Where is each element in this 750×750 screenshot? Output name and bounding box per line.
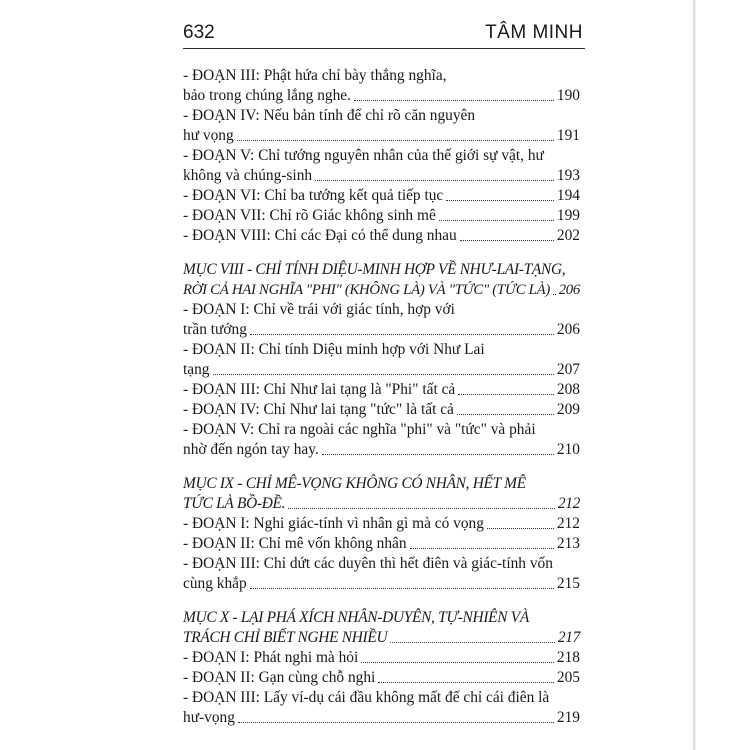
toc-page-number: 199 <box>556 207 580 224</box>
section-heading-text: RỜI CẢ HAI NGHĨA "PHI" (KHÔNG LÀ) VÀ "TỨC" (TỨC LÀ) <box>183 282 550 298</box>
toc-entry-leader-line <box>183 400 580 420</box>
toc-entry-leader-line <box>183 514 580 534</box>
dot-leader <box>213 360 554 375</box>
section-heading-text: TỨC LÀ BỒ-ĐỀ. <box>183 495 286 512</box>
section-heading-line: MỤC IX - CHỈ MÊ-VỌNG KHÔNG CÓ NHÂN, HẾT MÊ <box>183 475 526 492</box>
toc-entry-leader-line <box>183 86 580 106</box>
toc-page-number: 217 <box>557 629 580 646</box>
dot-leader <box>390 628 555 643</box>
toc-entry-text: - ĐOẠN VI: Chỉ ba tướng kết quả tiếp tục <box>183 187 444 204</box>
toc-page-number: 193 <box>556 167 580 184</box>
dot-leader <box>288 494 555 509</box>
toc-entry-leader-line <box>183 360 580 380</box>
toc-entry-leader-line <box>183 126 580 146</box>
toc-entry-line: - ĐOẠN III: Chỉ dứt các duyên thì hết điên và giác-tính vốn <box>183 555 553 572</box>
toc-entry-line: - ĐOẠN V: Chỉ tướng nguyên nhân của thế giới sự vật, hư <box>183 147 544 164</box>
toc-page-number: 190 <box>556 87 580 104</box>
toc-entry-text: - ĐOẠN II: Chỉ mê vốn không nhân <box>183 535 407 552</box>
dot-leader <box>361 648 554 663</box>
section-heading-line: MỤC X - LẠI PHÁ XÍCH NHÂN-DUYÊN, TỰ-NHIÊN VÀ <box>183 609 529 626</box>
toc-page-number: 212 <box>557 495 580 512</box>
toc-section <box>183 608 580 728</box>
dot-leader <box>238 708 554 723</box>
toc-page-number: 215 <box>556 575 580 592</box>
toc-entry-leader-line <box>183 534 580 554</box>
toc-entry-line: - ĐOẠN IV: Nếu bản tính để chỉ rõ căn nguyên <box>183 107 476 124</box>
toc-page-number: 213 <box>556 535 580 552</box>
toc-page-number: 206 <box>556 321 580 338</box>
toc-page-number: 218 <box>556 649 580 666</box>
page-edge-shadow <box>693 0 696 750</box>
table-of-contents <box>183 66 580 728</box>
toc-page-number: 210 <box>556 441 580 458</box>
toc-entry-text: không và chúng-sinh <box>183 167 313 184</box>
toc-entry-text: cùng khắp <box>183 575 247 592</box>
toc-entry-line: - ĐOẠN I: Chỉ về trái với giác tính, hợp với <box>183 301 455 318</box>
dot-leader <box>446 186 554 201</box>
toc-entry-text: - ĐOẠN II: Gạn cùng chỗ nghi <box>183 669 376 686</box>
toc-entry-text: - ĐOẠN VIII: Chỉ các Đại có thể dung nhau <box>183 227 457 244</box>
toc-entry-line: - ĐOẠN V: Chỉ ra ngoài các nghĩa "phi" và "tức" và phải <box>183 421 536 438</box>
toc-entry-leader-line <box>183 668 580 688</box>
toc-page-number: 194 <box>556 187 580 204</box>
toc-entry-leader-line <box>183 206 580 226</box>
page-number: 632 <box>183 22 215 43</box>
dot-leader <box>439 206 554 221</box>
dot-leader <box>460 226 554 241</box>
toc-entry-leader-line <box>183 166 580 186</box>
toc-entry-line: - ĐOẠN III: Phật hứa chỉ bày thắng nghĩa, <box>183 67 447 84</box>
toc-page-number: 209 <box>556 401 580 418</box>
dot-leader <box>457 400 554 415</box>
toc-entry-text: - ĐOẠN I: Nghi giác-tính vì nhân gì mà có vọng <box>183 515 484 532</box>
toc-entry-text: hư-vọng <box>183 709 235 726</box>
section-heading-leader-line <box>183 494 580 514</box>
section-heading-text: TRÁCH CHỈ BIẾT NGHE NHIỀU <box>183 629 388 646</box>
toc-entry-leader-line <box>183 708 580 728</box>
toc-entry-text: bảo trong chúng lắng nghe. <box>183 87 351 104</box>
section-heading-leader-line <box>183 628 580 648</box>
toc-entry-leader-line <box>183 380 580 400</box>
toc-entry-text: - ĐOẠN III: Chỉ Như lai tạng là "Phi" tất cả <box>183 381 456 398</box>
toc-section <box>183 474 580 594</box>
toc-entry-text: - ĐOẠN IV: Chỉ Như lai tạng "tức" là tất cả <box>183 401 454 418</box>
toc-entry-leader-line <box>183 648 580 668</box>
toc-page-number: 212 <box>556 515 580 532</box>
toc-page-number: 219 <box>556 709 580 726</box>
toc-page-number: 206 <box>558 282 580 298</box>
dot-leader <box>237 126 554 141</box>
header-rule <box>183 48 585 49</box>
toc-entry-line: - ĐOẠN III: Lấy ví-dụ cái đầu không mất để chỉ cái điên là <box>183 689 550 706</box>
toc-entry-leader-line <box>183 320 580 340</box>
running-header <box>183 18 583 48</box>
dot-leader <box>410 534 554 549</box>
dot-leader <box>354 86 554 101</box>
toc-group <box>183 66 580 246</box>
toc-entry-leader-line <box>183 186 580 206</box>
dot-leader <box>553 280 556 295</box>
toc-entry-leader-line <box>183 440 580 460</box>
toc-page-number: 207 <box>556 361 580 378</box>
toc-page-number: 191 <box>556 127 580 144</box>
toc-entry-leader-line <box>183 226 580 246</box>
section-heading-leader-line <box>183 280 580 300</box>
author-name: TÂM MINH <box>485 22 583 43</box>
toc-entry-text: tạng <box>183 361 210 378</box>
toc-entry-leader-line <box>183 574 580 594</box>
toc-entry-text: - ĐOẠN VII: Chỉ rõ Giác không sinh mê <box>183 207 436 224</box>
toc-entry-text: nhờ đến ngón tay hay. <box>183 441 319 458</box>
dot-leader <box>378 668 554 683</box>
toc-entry-text: - ĐOẠN I: Phát nghi mà hỏi <box>183 649 359 666</box>
dot-leader <box>250 574 554 589</box>
section-heading-line: MỤC VIII - CHỈ TÍNH DIỆU-MINH HỢP VỀ NHƯ-LAI-TẠNG, <box>183 261 566 278</box>
dot-leader <box>458 380 554 395</box>
dot-leader <box>315 166 554 181</box>
toc-entry-text: trần tướng <box>183 321 247 338</box>
toc-section <box>183 260 580 460</box>
toc-page-number: 202 <box>556 227 580 244</box>
toc-page-number: 205 <box>556 669 580 686</box>
toc-entry-line: - ĐOẠN II: Chỉ tính Diệu minh hợp với Như Lai <box>183 341 485 358</box>
dot-leader <box>250 320 554 335</box>
dot-leader <box>487 514 554 529</box>
dot-leader <box>322 440 554 455</box>
toc-page-number: 208 <box>556 381 580 398</box>
toc-entry-text: hư vọng <box>183 127 234 144</box>
